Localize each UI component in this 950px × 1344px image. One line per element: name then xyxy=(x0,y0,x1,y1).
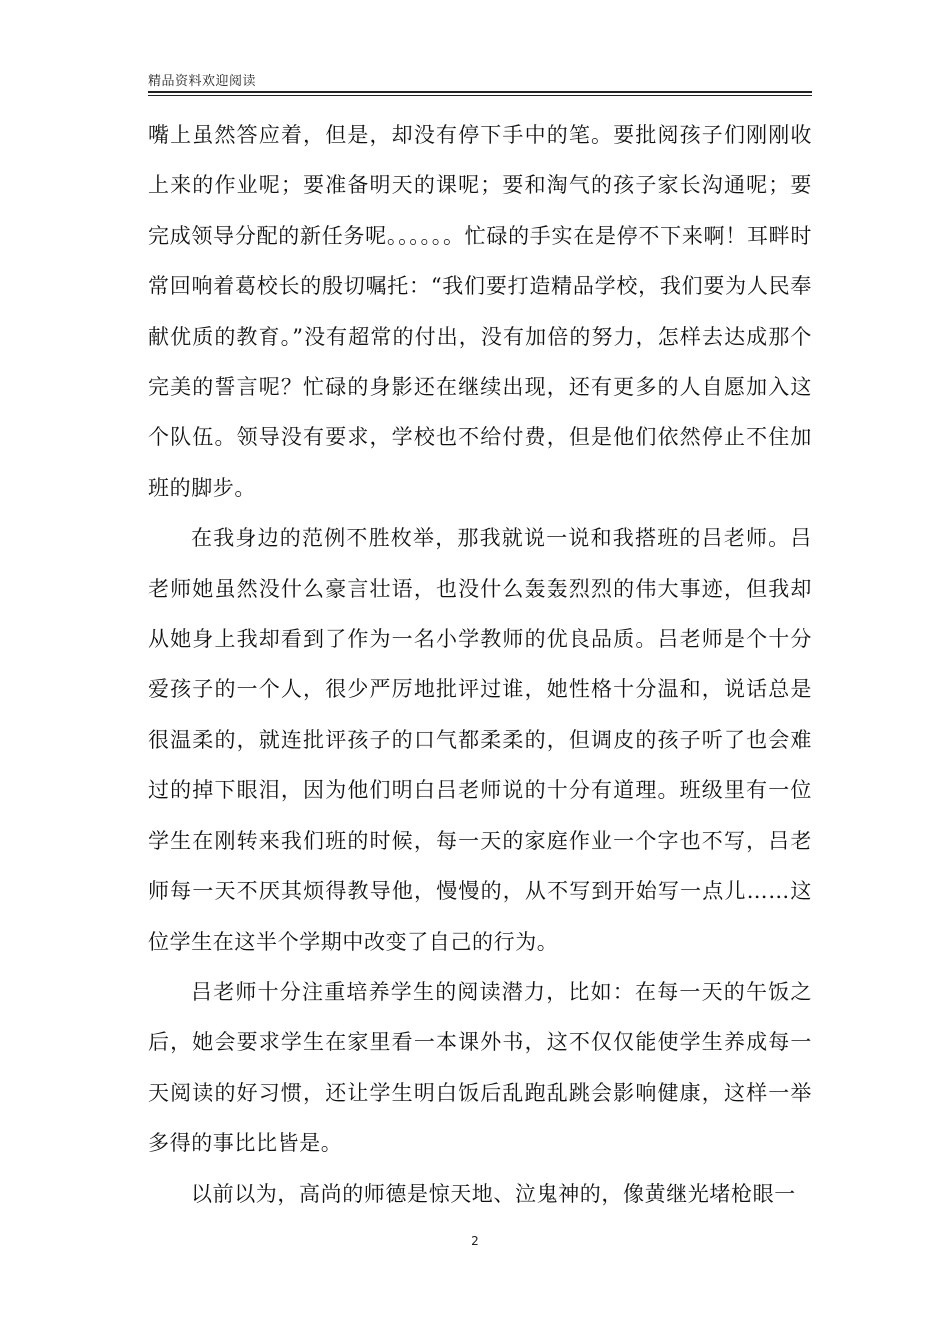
header-rule-secondary xyxy=(148,95,812,96)
paragraph: 嘴上虽然答应着，但是，却没有停下手中的笔。要批阅孩子们刚刚收上来的作业呢；要准备明天的课呢；要和淘气的孩子家长沟通呢；要完成领导分配的新任务呢。。。。。。忙碌的手实在是停不下来啊！耳畔时常回响着葛校长的殷切嘱托：“我们要打造精品学校，我们要为人民奉献优质的教育。”没有超常的付出，没有加倍的努力，怎样去达成那个完美的誓言呢？忙碌的身影还在继续出现，还有更多的人自愿加入这个队伍。领导没有要求，学校也不给付费，但是他们依然停止不住加班的脚步。 xyxy=(148,123,812,500)
document-body xyxy=(148,110,812,1219)
paragraph: 以前以为，高尚的师德是惊天地、泣鬼神的，像黄继光堵枪眼一 xyxy=(191,1181,796,1206)
page-header xyxy=(148,64,812,94)
paragraph: 在我身边的范例不胜枚举，那我就说一说和我搭班的吕老师。吕老师她虽然没什么豪言壮语，也没什么轰轰烈烈的伟大事迹，但我却从她身上我却看到了作为一名小学教师的优良品质。吕老师是个十分爱孩子的一个人，很少严厉地批评过谁，她性格十分温和，说话总是很温柔的，就连批评孩子的口气都柔柔的，但调皮的孩子听了也会难过的掉下眼泪，因为他们明白吕老师说的十分有道理。班级里有一位学生在刚转来我们班的时候，每一天的家庭作业一个字也不写，吕老师每一天不厌其烦得教导他，慢慢的，从不写到开始写一点儿……这位学生在这半个学期中改变了自己的行为。 xyxy=(148,526,812,954)
header-text: 精品资料欢迎阅读 xyxy=(148,74,257,89)
page-number: 2 xyxy=(471,1234,479,1248)
paragraph: 吕老师十分注重培养学生的阅读潜力，比如：在每一天的午饭之后，她会要求学生在家里看一本课外书，这不仅仅能使学生养成每一天阅读的好习惯，还让学生明白饭后乱跑乱跳会影响健康，这样一举多得的事比比皆是。 xyxy=(148,979,812,1156)
header-rule xyxy=(148,91,812,93)
